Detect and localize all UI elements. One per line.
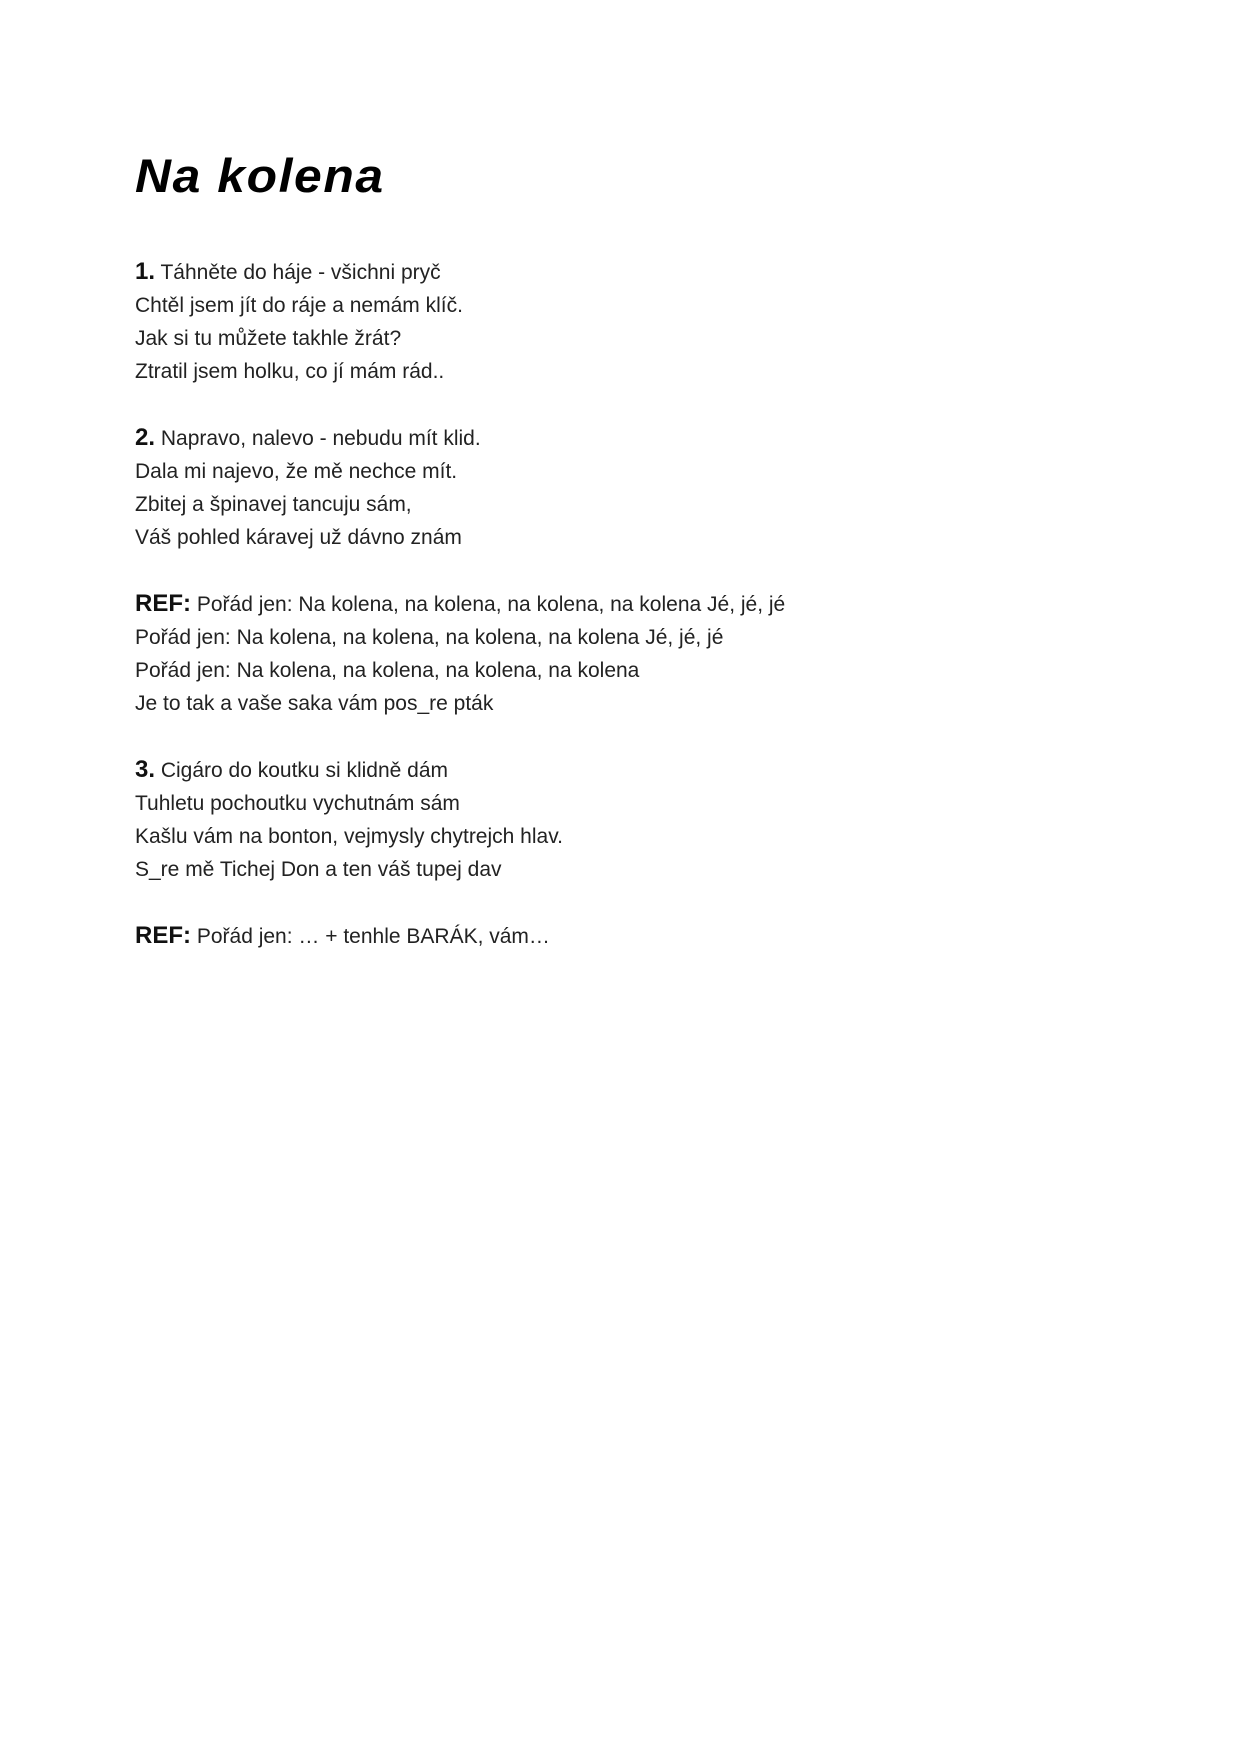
lyric-line: Ztratil jsem holku, co jí mám rád..	[135, 360, 445, 383]
stanza-label: 3.	[135, 756, 156, 783]
lyric-line: Zbitej a špinavej tancuju sám,	[135, 493, 412, 516]
lyric-line: Kašlu vám na bonton, vejmysly chytrejch hlav.	[135, 825, 563, 848]
lyric-line: Pořád jen: Na kolena, na kolena, na kolena, na kolena	[135, 659, 640, 682]
lyric-line: 2. Napravo, nalevo - nebudu mít klid.	[135, 424, 481, 451]
stanza-label: 1.	[135, 258, 156, 285]
stanza	[135, 919, 1105, 953]
stanza	[135, 587, 1105, 720]
stanza-label: REF:	[135, 922, 191, 949]
stanza-label: REF:	[135, 590, 191, 617]
stanza-label: 2.	[135, 424, 156, 451]
lyric-line: Chtěl jsem jít do ráje a nemám klíč.	[135, 294, 463, 317]
lyrics	[135, 255, 1105, 953]
lyric-line: REF: Pořád jen: … + tenhle BARÁK, vám…	[135, 922, 550, 949]
lyric-line: 3. Cigáro do koutku si klidně dám	[135, 756, 449, 783]
lyric-line: Pořád jen: Na kolena, na kolena, na kolena, na kolena Jé, jé, jé	[135, 626, 724, 649]
stanza	[135, 753, 1105, 886]
lyric-line: S_re mě Tichej Don a ten váš tupej dav	[135, 858, 502, 881]
stanza	[135, 255, 1105, 388]
lyric-line: Je to tak a vaše saka vám pos_re pták	[135, 692, 494, 715]
stanza	[135, 421, 1105, 554]
lyric-line: Tuhletu pochoutku vychutnám sám	[135, 792, 460, 815]
lyric-line: Jak si tu můžete takhle žrát?	[135, 327, 402, 350]
lyric-line: Dala mi najevo, že mě nechce mít.	[135, 460, 458, 483]
page-title: Na kolena	[135, 149, 385, 202]
lyric-line: REF: Pořád jen: Na kolena, na kolena, na kolena, na kolena Jé, jé, jé	[135, 590, 786, 617]
lyric-line: 1. Táhněte do háje - všichni pryč	[135, 258, 441, 285]
lyric-line: Váš pohled káravej už dávno znám	[135, 526, 462, 549]
